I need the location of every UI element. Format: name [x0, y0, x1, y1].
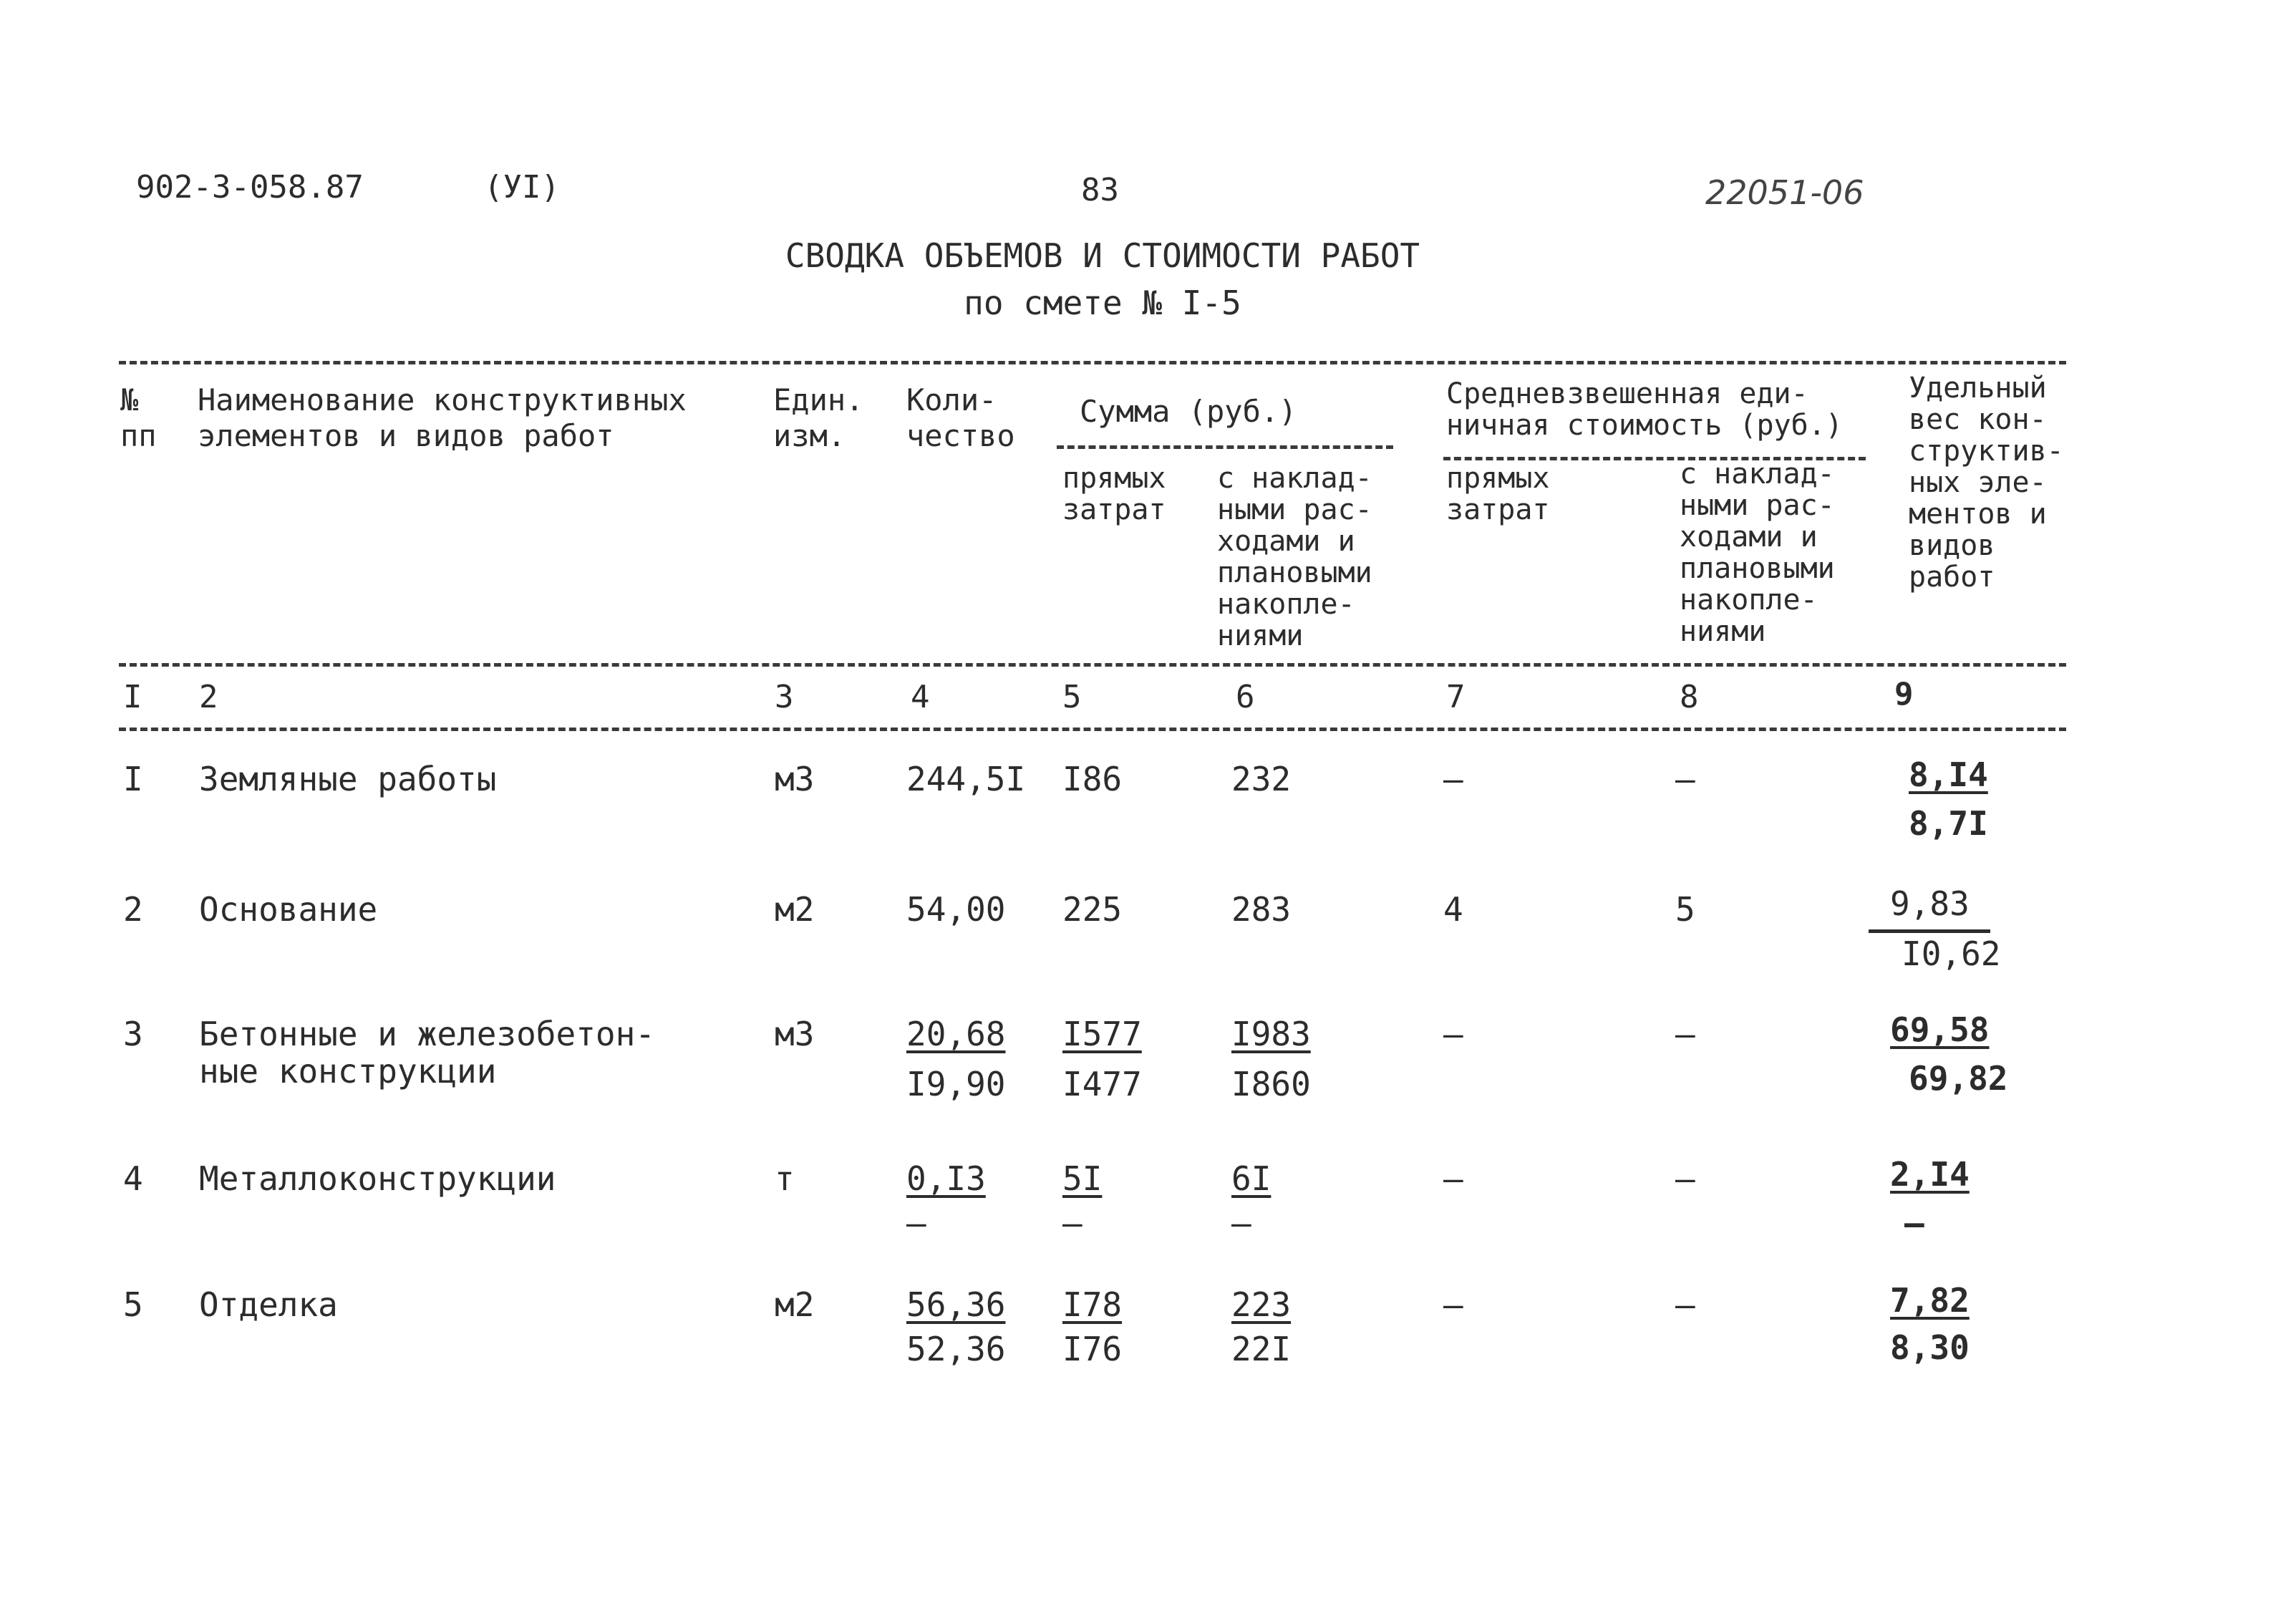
row-overhead-bottom: I860 — [1231, 1065, 1311, 1103]
row-direct-bottom: – — [1062, 1204, 1082, 1242]
row-name: Металлоконструкции — [199, 1159, 556, 1198]
col-header-avg-direct: прямых затрат — [1446, 462, 1550, 526]
col-header-specific-weight: Удельный вес кон- структив- ных эле- ментов и видов работ — [1909, 372, 2064, 594]
archive-number: 22051-06 — [1705, 173, 1864, 212]
row-overhead-top: I983 — [1231, 1015, 1311, 1053]
row-name: Отделка — [199, 1285, 338, 1324]
row-quantity: 244,5I — [906, 760, 1026, 798]
row-unit: м3 — [775, 760, 815, 798]
row-avg-overhead: – — [1675, 1285, 1695, 1324]
row-name: Бетонные и железобетон- ные конструкции — [199, 1015, 655, 1091]
row-weight-bottom: 8,30 — [1890, 1328, 1970, 1367]
row-unit: м3 — [775, 1015, 815, 1053]
row-direct-costs: I86 — [1062, 760, 1123, 798]
row-direct-costs: 225 — [1062, 890, 1123, 929]
row-weight-top: 69,58 — [1890, 1010, 1990, 1049]
row-number: 5 — [123, 1285, 143, 1324]
row-weight-bottom: 8,7I — [1909, 804, 1988, 843]
row-weight-top: 9,83 — [1890, 884, 1970, 923]
col-number: 8 — [1680, 679, 1699, 715]
row-weight-bottom: I0,62 — [1902, 934, 2001, 973]
row-unit: м2 — [775, 890, 815, 929]
fraction-line — [1869, 929, 1990, 933]
row-quantity-bottom: I9,90 — [906, 1065, 1006, 1103]
document-title: СВОДКА ОБЪЕМОВ И СТОИМОСТИ РАБОТ — [785, 236, 1420, 275]
row-overhead-top: 223 — [1231, 1285, 1292, 1324]
row-avg-direct: 4 — [1443, 890, 1463, 929]
row-name: Земляные работы — [199, 760, 497, 798]
row-quantity-top: 20,68 — [906, 1015, 1006, 1053]
row-avg-overhead: – — [1675, 1015, 1695, 1053]
page-number: 83 — [1081, 172, 1119, 208]
row-overhead-bottom: – — [1231, 1204, 1251, 1242]
row-weight-top: 2,I4 — [1890, 1155, 1970, 1194]
row-quantity-bottom: 52,36 — [906, 1330, 1006, 1368]
row-quantity: 54,00 — [906, 890, 1006, 929]
col-header-quantity: Коли- чество — [906, 382, 1015, 453]
row-avg-direct: – — [1443, 1285, 1463, 1324]
row-name: Основание — [199, 890, 378, 929]
row-unit: т — [775, 1159, 795, 1198]
col-number: 7 — [1446, 679, 1466, 715]
col-header-number: № пп — [120, 382, 157, 453]
col-number: I — [123, 679, 142, 715]
row-number: 3 — [123, 1015, 143, 1053]
row-with-overhead: 232 — [1231, 760, 1292, 798]
row-direct-top: 5I — [1062, 1159, 1103, 1198]
row-direct-bottom: I76 — [1062, 1330, 1123, 1368]
row-direct-bottom: I477 — [1062, 1065, 1142, 1103]
table-top-rule — [119, 361, 2066, 364]
row-avg-overhead: 5 — [1675, 890, 1695, 929]
row-avg-overhead: – — [1675, 1159, 1695, 1198]
col-header-avg-cost-group: Средневзвешенная еди- ничная стоимость (руб.) — [1446, 377, 1843, 442]
col-header-direct-costs: прямых затрат — [1062, 462, 1166, 526]
row-overhead-top: 6I — [1231, 1159, 1271, 1198]
col-number: 6 — [1236, 679, 1255, 715]
col-header-unit: Един. изм. — [773, 382, 864, 453]
row-avg-direct: – — [1443, 1015, 1463, 1053]
row-avg-direct: – — [1443, 760, 1463, 798]
row-number: I — [123, 760, 143, 798]
row-with-overhead: 283 — [1231, 890, 1292, 929]
col-number: 2 — [199, 679, 218, 715]
document-code: 902-3-058.87 — [136, 169, 364, 206]
col-header-avg-overhead: с наклад- ными рас- ходами и плановыми накопле- ниями — [1680, 458, 1835, 648]
row-weight-bottom: 69,82 — [1909, 1059, 2008, 1098]
row-number: 4 — [123, 1159, 143, 1198]
row-direct-top: I577 — [1062, 1015, 1142, 1053]
row-avg-direct: – — [1443, 1159, 1463, 1198]
row-direct-top: I78 — [1062, 1285, 1123, 1324]
row-avg-overhead: – — [1675, 760, 1695, 798]
row-quantity-top: 0,I3 — [906, 1159, 986, 1198]
header-bottom-rule — [119, 663, 2066, 667]
row-quantity-top: 56,36 — [906, 1285, 1006, 1324]
col-header-with-overhead: с наклад- ными рас- ходами и плановыми накопле- ниями — [1217, 462, 1372, 652]
col-header-name: Наименование конструктивных элементов и видов работ — [198, 382, 687, 453]
col-number: 4 — [911, 679, 930, 715]
section-marker: (УI) — [484, 169, 560, 206]
col-number: 3 — [775, 679, 794, 715]
row-weight-top: 8,I4 — [1909, 755, 1988, 794]
row-weight-bottom: – — [1904, 1204, 1924, 1242]
document-subtitle: по смете № I-5 — [964, 284, 1241, 322]
row-weight-top: 7,82 — [1890, 1281, 1970, 1320]
col-number: 5 — [1062, 679, 1082, 715]
sum-group-rule — [1057, 445, 1393, 449]
col-number: 9 — [1894, 676, 1914, 712]
column-numbers-rule — [119, 728, 2066, 731]
row-number: 2 — [123, 890, 143, 929]
col-header-sum-group: Сумма (руб.) — [1080, 394, 1297, 429]
row-overhead-bottom: 22I — [1231, 1330, 1292, 1368]
row-quantity-bottom: – — [906, 1204, 926, 1242]
row-unit: м2 — [775, 1285, 815, 1324]
